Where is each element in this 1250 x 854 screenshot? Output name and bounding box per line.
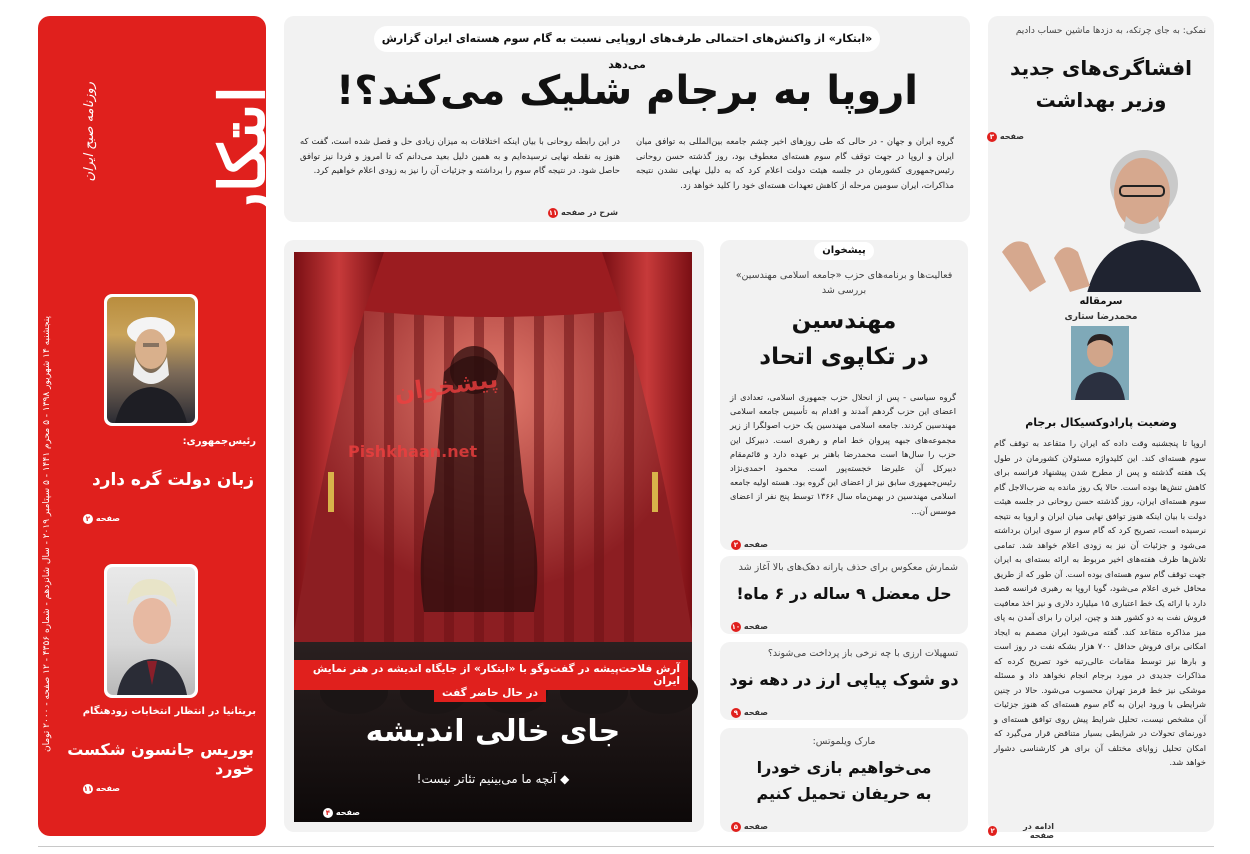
right-top-headline-line1[interactable]: افشاگری‌های جدید — [1010, 56, 1192, 80]
author-portrait-icon — [1071, 326, 1129, 400]
page-number-badge: ۱۰ — [731, 622, 741, 631]
bullet-icon: ◆ — [556, 772, 570, 786]
middle-story2-headline[interactable]: حل معضل ۹ ساله در ۶ ماه! — [736, 584, 952, 603]
president-portrait-icon — [107, 297, 195, 423]
feature-panel — [284, 240, 704, 832]
masthead-panel — [38, 16, 279, 836]
middle-story4-headline-line1[interactable]: می‌خواهیم بازی خودرا — [756, 758, 932, 777]
middle-story3-kicker: تسهیلات ارزی با چه نرخی باز پرداخت می‌شوند؟ — [767, 648, 958, 659]
middle-story4-kicker: مارک ویلموتس: — [812, 736, 876, 747]
right-top-panel — [988, 16, 1214, 308]
middle-story1-pageref[interactable]: صفحه ۲ — [731, 532, 768, 551]
logo-wordmark: ابتکار — [206, 86, 279, 223]
page-number-badge: ۳ — [987, 132, 997, 142]
middle-story2-kicker: شمارش معکوس برای حذف یارانه دهک‌های بالا آغاز شد — [738, 562, 958, 573]
editorial-label: سرمقاله — [1079, 296, 1123, 307]
page-number-badge: ۹ — [731, 708, 741, 718]
minister-portrait-icon — [994, 140, 1214, 308]
story2-pageref[interactable]: صفحه ۱۱ — [83, 784, 120, 793]
feature-strap: آرش فلاحت‌پیشه در گفت‌وگو با «ابتکار» از جایگاه اندیشه در هنر نمایش ایران — [294, 660, 688, 690]
right-top-headline-line2[interactable]: وزیر بهداشت — [1035, 88, 1167, 112]
logo-subtitle: روزنامه صبح ایران — [82, 82, 97, 182]
middle-story2-pageref[interactable]: صفحه ۱۰ — [731, 622, 768, 631]
lead-kicker: «ابتکار» از واکنش‌های احتمالی طرف‌های اروپایی نسبت به گام سوم هسته‌ای ایران گزارش می‌دهد — [374, 26, 880, 52]
feature-headline[interactable]: جای خالی اندیشه — [365, 714, 621, 749]
middle-story4-headline-line2[interactable]: به حریفان تحمیل کنیم — [756, 784, 932, 803]
watermark-text: پیشخوان — [392, 364, 500, 408]
middle-story1-headline-line1[interactable]: مهندسین — [791, 308, 897, 334]
middle-story1-kicker: فعالیت‌ها و برنامه‌های حزب «جامعه اسلامی مهندسین» بررسی شد — [735, 270, 953, 296]
newspaper-logo — [78, 42, 278, 312]
lead-column-right: گروه ایران و جهان - در حالی که طی روزهای اخیر چشم جامعه بین‌المللی به توافق میان ایران و اروپا در جهت توقف گام سوم هسته‌ای معطوف بود، روز گذشته حسن روحانی رئیس‌جمهوری کشورمان در جلسه هیئت دولت اعلام کرد که به دلیل نهایی نشدن نتیجه مذاکرات، ایران سومین مرحله از کاهش تعهدات هسته‌ای خود را کلید خواهد زد. — [636, 136, 954, 190]
middle-story1-headline-line2[interactable]: در تکاپوی اتحاد — [759, 344, 929, 370]
editorial-headline[interactable]: وضعیت پارادوکسیکال برجام — [1025, 416, 1177, 429]
story1-pageref[interactable]: صفحه ۲ — [83, 506, 120, 525]
editorial-body: اروپا تا پنجشنبه وقت داده که ایران را متقاعد به توقف گام سوم هسته‌ای کند. این کلیدواژه مسئولان کشورمان در طول یک هفته گذشته و پس از مطرح شدن پیشنهاد فرانسه برای کاهش تنش‌ها بوده است. حالا یک روز مانده به ضرب‌الاجل گام سوم هسته‌ای ایران، روز گذشته حسن روحانی در جلسه هیئت دولت با بیان اینکه هنوز توافق نهایی میان ایران و اروپا به نتیجه نرسیده است، تصریح کرد که گام سوم از سوی ایران برداشته می‌شود و جزئیات آن نیز به زودی اعلام خواهد شد. تمامی تلاش‌ها ظرف هفته‌های اخیر مربوط به ارائه بسته‌ای به ایران جهت توقف گام سوم هسته‌ای بوده است. آن طور که از طریق محافل خبری اعلام می‌شود، گویا اروپا به رهبری فرانسه قصد دارد با ارائه یک خط اعتباری ۱۵ میلیارد دلاری و نیز اخذ معافیت فروش نفت به دو کشور هند و چین، ایران را برای آمدن به پای میز مذاکره متقاعد کند. گفته می‌شود ایران مصمم به ایجاد امکانی برای فروش حداقل ۷۰۰ هزار بشکه نفت در روز است و بارها نیز توسط مقامات عالی‌رتبه خود تصریح کرده که مذاکرات جدیدی در مورد برجام انجام نخواهد داد و مسئله موشکی نیز خط قرمز تهران محسوب می‌شود. حالا در چنین شرایطی با ورود ایران به گام سوم هسته‌ای که هنوز جزئیات آن مشخص نیست، تحلیل شرایط پیش روی توافق هسته‌ای و دورنمای تحولات در شرایطی بسیار متناقض قرار می‌گیرد که امکان تحلیل زوایای مختلف آن برای هر کارشناسی دشوار خواهد شد. — [994, 438, 1206, 767]
feature-pageref[interactable]: صفحه ۴ — [323, 800, 360, 819]
story1-caption: رئیس‌جمهوری: — [182, 436, 256, 447]
middle-story3-headline[interactable]: دو شوک پیاپی ارز در دهه نود — [729, 670, 959, 689]
dateline: پنجشنبه ۱۴ شهریور ۱۳۹۸ - ۵ محرم ۱۴۴۱ - ۵ سپتامبر ۲۰۱۹ - سال شانزدهم - شماره ۴۳۵۶ - ۱۲ صفحه - ۲۰۰۰ تومان — [42, 316, 52, 753]
page-number-badge: ۵ — [731, 822, 741, 832]
page-number-badge: ۱۱ — [83, 784, 93, 793]
lead-headline[interactable]: اروپا به برجام شلیک می‌کند؟! — [335, 68, 918, 114]
right-top-pageref[interactable]: صفحه ۳ — [987, 124, 1024, 143]
middle-story1-body: گروه سیاسی - پس از انحلال حزب جمهوری اسلامی، تعدادی از اعضای این حزب گردهم آمدند و اقدام به تأسیس جامعه اسلامی مهندسین کردند. جامعه اسلامی مهندسین یک حزب اصولگرا از زیر مجموعه‌های جبهه پیروان خط امام و رهبری است. دبیرکل این حزب را سال‌ها است محمدرضا باهنر بر عهده دارد و قائم‌مقام دبیرکل آن علیرضا خجسته‌پور است. محمود احمدی‌نژاد رئیس‌جمهوری سابق نیز از اعضای این گروه بود. هسته اولیه جامعه اسلامی مهندسین در بهمن‌ماه سال ۱۳۶۶ توسط پنج نفر از اعضای موسس آن... — [730, 392, 956, 516]
bottom-divider — [38, 846, 1214, 847]
section-tag: پیشخوان — [814, 242, 874, 260]
page-number-badge: ۲ — [731, 540, 741, 550]
health-minister-photo — [994, 140, 1214, 308]
lead-column-left: در این رابطه روحانی با بیان اینکه اختلافات به میزان زیادی حل و فصل شده است، گفت که هنوز به نقطه نهایی نرسیده‌ایم و به همین دلیل بعید می‌دانم که تا امروز و فردا نیز توافق حاصل شود. در نتیجه گام سوم را برداشته و جزئیات آن را نیز به زودی اعلام خواهیم کرد. — [300, 136, 620, 176]
lead-pageref[interactable]: شرح در صفحه ۱۱ — [548, 208, 618, 217]
story2-caption: بریتانیا در انتظار انتخابات زودهنگام — [82, 706, 256, 717]
editorial-pageref[interactable]: ادامه در صفحه ۲ — [988, 814, 1054, 840]
editorial-author: محمدرضا ستاری — [1064, 312, 1138, 322]
feature-strap-2: در حال حاضر گفت — [434, 684, 546, 702]
johnson-photo — [104, 564, 198, 698]
middle-story4-pageref[interactable]: صفحه ۵ — [731, 814, 768, 833]
middle-story3-pageref[interactable]: صفحه ۹ — [731, 700, 768, 719]
feature-subheadline: ◆ آنچه ما می‌بینیم تئاتر نیست! — [416, 772, 570, 786]
right-top-kicker: نمکی: به جای چرتکه، به دزدها ماشین حساب دادیم — [1015, 26, 1206, 36]
president-photo — [104, 294, 198, 426]
watermark-url: Pishkhaan.net — [348, 442, 478, 461]
page-number-badge: ۱۱ — [548, 208, 558, 217]
middle-story1-panel — [720, 240, 968, 550]
page-number-badge: ۴ — [323, 808, 333, 818]
feature-image — [294, 252, 692, 822]
page-number-badge: ۲ — [988, 826, 997, 836]
page-number-badge: ۲ — [83, 514, 93, 524]
middle-story4-panel — [720, 728, 968, 832]
johnson-portrait-icon — [107, 567, 195, 695]
author-photo — [1071, 326, 1129, 400]
story1-headline[interactable]: زبان دولت گره دارد — [91, 470, 254, 490]
editorial-panel — [988, 292, 1214, 840]
middle-story2-panel — [720, 556, 968, 634]
lead-story-panel — [284, 16, 970, 222]
middle-story3-panel — [720, 642, 968, 720]
story2-headline[interactable]: بوریس جانسون شکست خورد — [67, 740, 254, 778]
